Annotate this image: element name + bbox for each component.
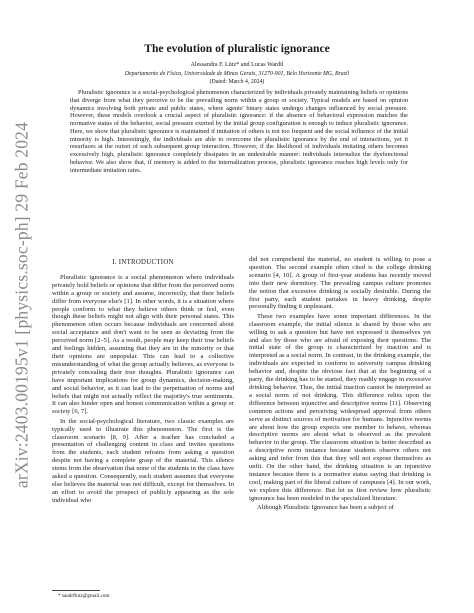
paper-authors: Alessandra F. Lütz* and Lucas Wardil [190,62,284,68]
paper-affiliation: Departamento de Física, Universidade de Minas Gerais, 31270-901, Belo Horizonte MG, Brazil [124,71,350,77]
arxiv-identifier-stamp[interactable] [11,121,32,489]
left-column [52,259,234,505]
arxiv-identifier-text[interactable]: arXiv:2403.00195v1 [physics.soc-ph] 29 Feb 2024 [11,121,32,489]
footnote-email[interactable]: * sandrflutz@gmail.com [58,593,110,599]
body-paragraph: Although Pluralistic Ignorance has been a subject of [257,504,394,512]
paper-date: (Dated: March 4, 2024) [209,79,265,85]
right-column [249,256,431,512]
body-paragraph: Pluralistic ignorance is a social phenomenon where individuals privately hold beliefs or opinions that differ from the perceived norm within a group or society and assume, incorrectly, that their beliefs differ from everyone else's [1]. In other words, it is a situation where people conform to what they believe others think or feel, even though these beliefs might not align with their personal states. This phenomenon often occurs because individuals are concerned about social acceptance and don't want to be seen as deviating from the perceived norm [2–5]. As a result, people may keep their true beliefs and feelings hidden, assuming that they are in the minority or that their opinions are unpopular. This can lead to a collective misunderstanding of what the group actually believes, as everyone is privately concealing their true thoughts. Pluralistic ignorance can have important implications for group dynamics, decision-making, and social behavior, as it can lead to the perpetuation of norms and beliefs that might not actually reflect the majority's true sentiments. It can also hinder open and honest communication within a group or society [6, 7]. [52,273,234,416]
body-paragraph: These two examples have some important differences. In the classroom example, the initial silence is shared by those who are willing to ask a question but have not expressed it themselves yet and also by those who are afraid of exposing their questions. The initial state of the group is characterized by inaction and is interpreted as a social norm. In contrast, in the drinking example, the individuals are expected to conform to university campus drinking behavior and, despite the obvious fact that at the beginning of a party, the drinking has to be started, they readily engage in excessive drinking behavior. Thus, the initial inaction cannot be interpreted as a social norm of not drinking. This difference relies upon the difference between injunctive and descriptive norms [11]. Observing common actions and perceiving widespread approval from others serve as distinct sources of motivation for humans. Injunctive norms are about how the group expects one member to behave, whereas descriptive norms are about what is observed as the prevalent behavior in the group. The classroom situation is better described as a descriptive norm instance because students observe others not asking and infer from this that they will not expose themselves as unfit. On the other hand, the drinking situation is an injunctive instance because there is a normative status saying that drinking is cool, making part of the liberal culture of campuses [4]. In our work, we explore this difference. But let us first review how pluralistic ignorance has been modeled in the specialized literature. [249,312,431,502]
paper-title: The evolution of pluralistic ignorance [144,42,330,55]
paper-abstract: Pluralistic ignorance is a social-psychological phenomenon characterized by individuals privately maintaining beliefs or opinions that diverge from what they perceive to be the prevailing norm within a group or society. Typical models are based on opinion dynamics involving both private and public states, where agents' binary states undergo changes influenced by social pressure. However, these models overlook a crucial aspect of pluralistic ignorance: if the absence of behavioral expression matches the normative status of the behavior, social pressure exerted by the initial group configuration is enough to induce pluralistic ignorance. Here, we show that pluralistic ignorance is maintained if imitation of others is not too frequent and the social influence of the initial minority is high. Interestingly, the individuals are able to overcome the pluralistic ignorance by the end of interactions, yet it resurfaces at the outset of each subsequent group interaction. However, if the likelihood of individuals imitating others becomes excessively high, pluralistic ignorance completely dissipates in an undesirable manner: individuals internalize the dysfunctional behavior. We also show that, if memory is added to the internalization process, pluralistic ignorance reaches high levels only for intermediate imitation rates. [70,89,408,174]
body-paragraph: did not comprehend the material, no student is willing to pose a question. The second example often cited is the college drinking scenario [4, 10]. A group of first-year students has recently moved into their new dormitory. The prevailing campus culture promotes the notion that excessive drinking is socially desirable. During the first party, each student partakes in heavy drinking, despite personally finding it unpleasant. [249,256,431,311]
footnote-divider [52,590,100,591]
body-paragraph: In the social-psychological literature, two classic examples are typically used to illustrate this phenomenon. The first is the classroom scenario [8, 9]. After a teacher has concluded a presentation of challenging content in class and invites questions from the students, each student refrains from asking a question despite not having a complete grasp of the material. This silence stems from the observation that none of the students in the class have asked a question. Consequently, each student assumes that everyone else believes the material was not difficult, except for themselves. In an effort to avoid the prospect of publicly appearing as the sole individual who [52,417,234,504]
section-heading-introduction: I. INTRODUCTION [112,259,174,266]
